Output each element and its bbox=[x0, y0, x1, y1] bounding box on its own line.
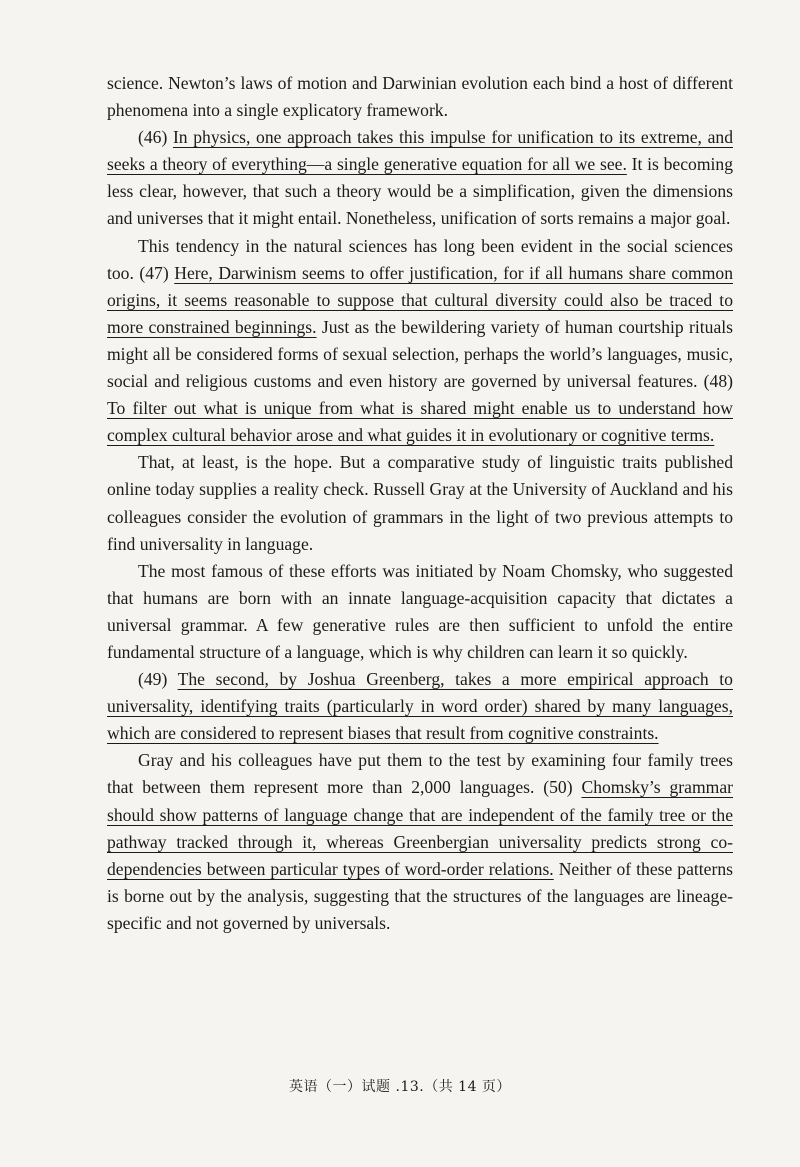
passage-text: Neither of these patterns is borne out by the analysis, suggesting that the structures of the languages are lineage-specific and not governed by universals. bbox=[107, 858, 733, 933]
passage-text: That, at least, is the hope. But a comparative study of linguistic traits published online today supplies a reality check. Russell Gray at the University of Auckland and his colleagues consider the evolution of grammars in the light of two previous attempts to find universality in language. bbox=[107, 452, 733, 554]
passage-paragraph bbox=[107, 558, 733, 666]
passage-paragraph bbox=[107, 124, 733, 232]
underlined-translation-sentence: The second, by Joshua Greenberg, takes a more empirical approach to universality, identifying traits (particularly in word order) shared by many languages, which are considered to represent biases that result from cognitive constraints. bbox=[107, 669, 733, 744]
passage-text: The most famous of these efforts was initiated by Noam Chomsky, who suggested that humans are born with an innate language-acquisition capacity that dictates a universal grammar. A few generative rules are then sufficient to unfold the entire fundamental structure of a language, which is why children can learn it so quickly. bbox=[107, 560, 733, 662]
passage-text: Gray and his colleagues have put them to the test by examining four family trees that between them represent more than 2,000 languages. (50) bbox=[107, 750, 733, 798]
passage-text: It is becoming less clear, however, that such a theory would be a simplification, given the dimensions and universes that it might entail. Nonetheless, unification of sorts remains a major goal. bbox=[107, 154, 733, 229]
underlined-translation-sentence: To filter out what is unique from what is shared might enable us to understand how complex cultural behavior arose and what guides it in evolutionary or cognitive terms. bbox=[107, 398, 733, 446]
passage-paragraph bbox=[107, 70, 733, 124]
passage-text: Just as the bewildering variety of human courtship rituals might all be considered forms of sexual selection, perhaps the world’s languages, music, social and religious customs and even history are governed by universal features. (48) bbox=[107, 316, 733, 392]
passage-text: This tendency in the natural sciences has long been evident in the social sciences too. (47) bbox=[107, 235, 733, 283]
passage-paragraph bbox=[107, 449, 733, 557]
passage-text: (49) bbox=[138, 669, 178, 690]
underlined-translation-sentence: Here, Darwinism seems to offer justification, for if all humans share common origins, it seems reasonable to suppose that cultural diversity could also be traced to more constrained beginnings. bbox=[107, 262, 733, 337]
passage-text: (46) bbox=[138, 127, 173, 148]
underlined-translation-sentence: In physics, one approach takes this impulse for unification to its extreme, and seeks a theory of everything—a single generative equation for all we see. bbox=[107, 127, 733, 175]
passage-text: science. Newton’s laws of motion and Darwinian evolution each bind a host of different phenomena into a single explicatory framework. bbox=[107, 73, 733, 121]
passage-paragraph bbox=[107, 747, 733, 937]
underlined-translation-sentence: Chomsky’s grammar should show patterns of language change that are independent of the family tree or the pathway tracked through it, whereas Greenbergian universality predicts strong co-dependencies between particular types of word-order relations. bbox=[107, 777, 734, 879]
passage-paragraph bbox=[107, 666, 733, 747]
passage-body bbox=[107, 70, 733, 937]
page-footer: 英语（一）试题 .13.（共 14 页） bbox=[289, 1079, 511, 1095]
passage-paragraph bbox=[107, 233, 733, 450]
